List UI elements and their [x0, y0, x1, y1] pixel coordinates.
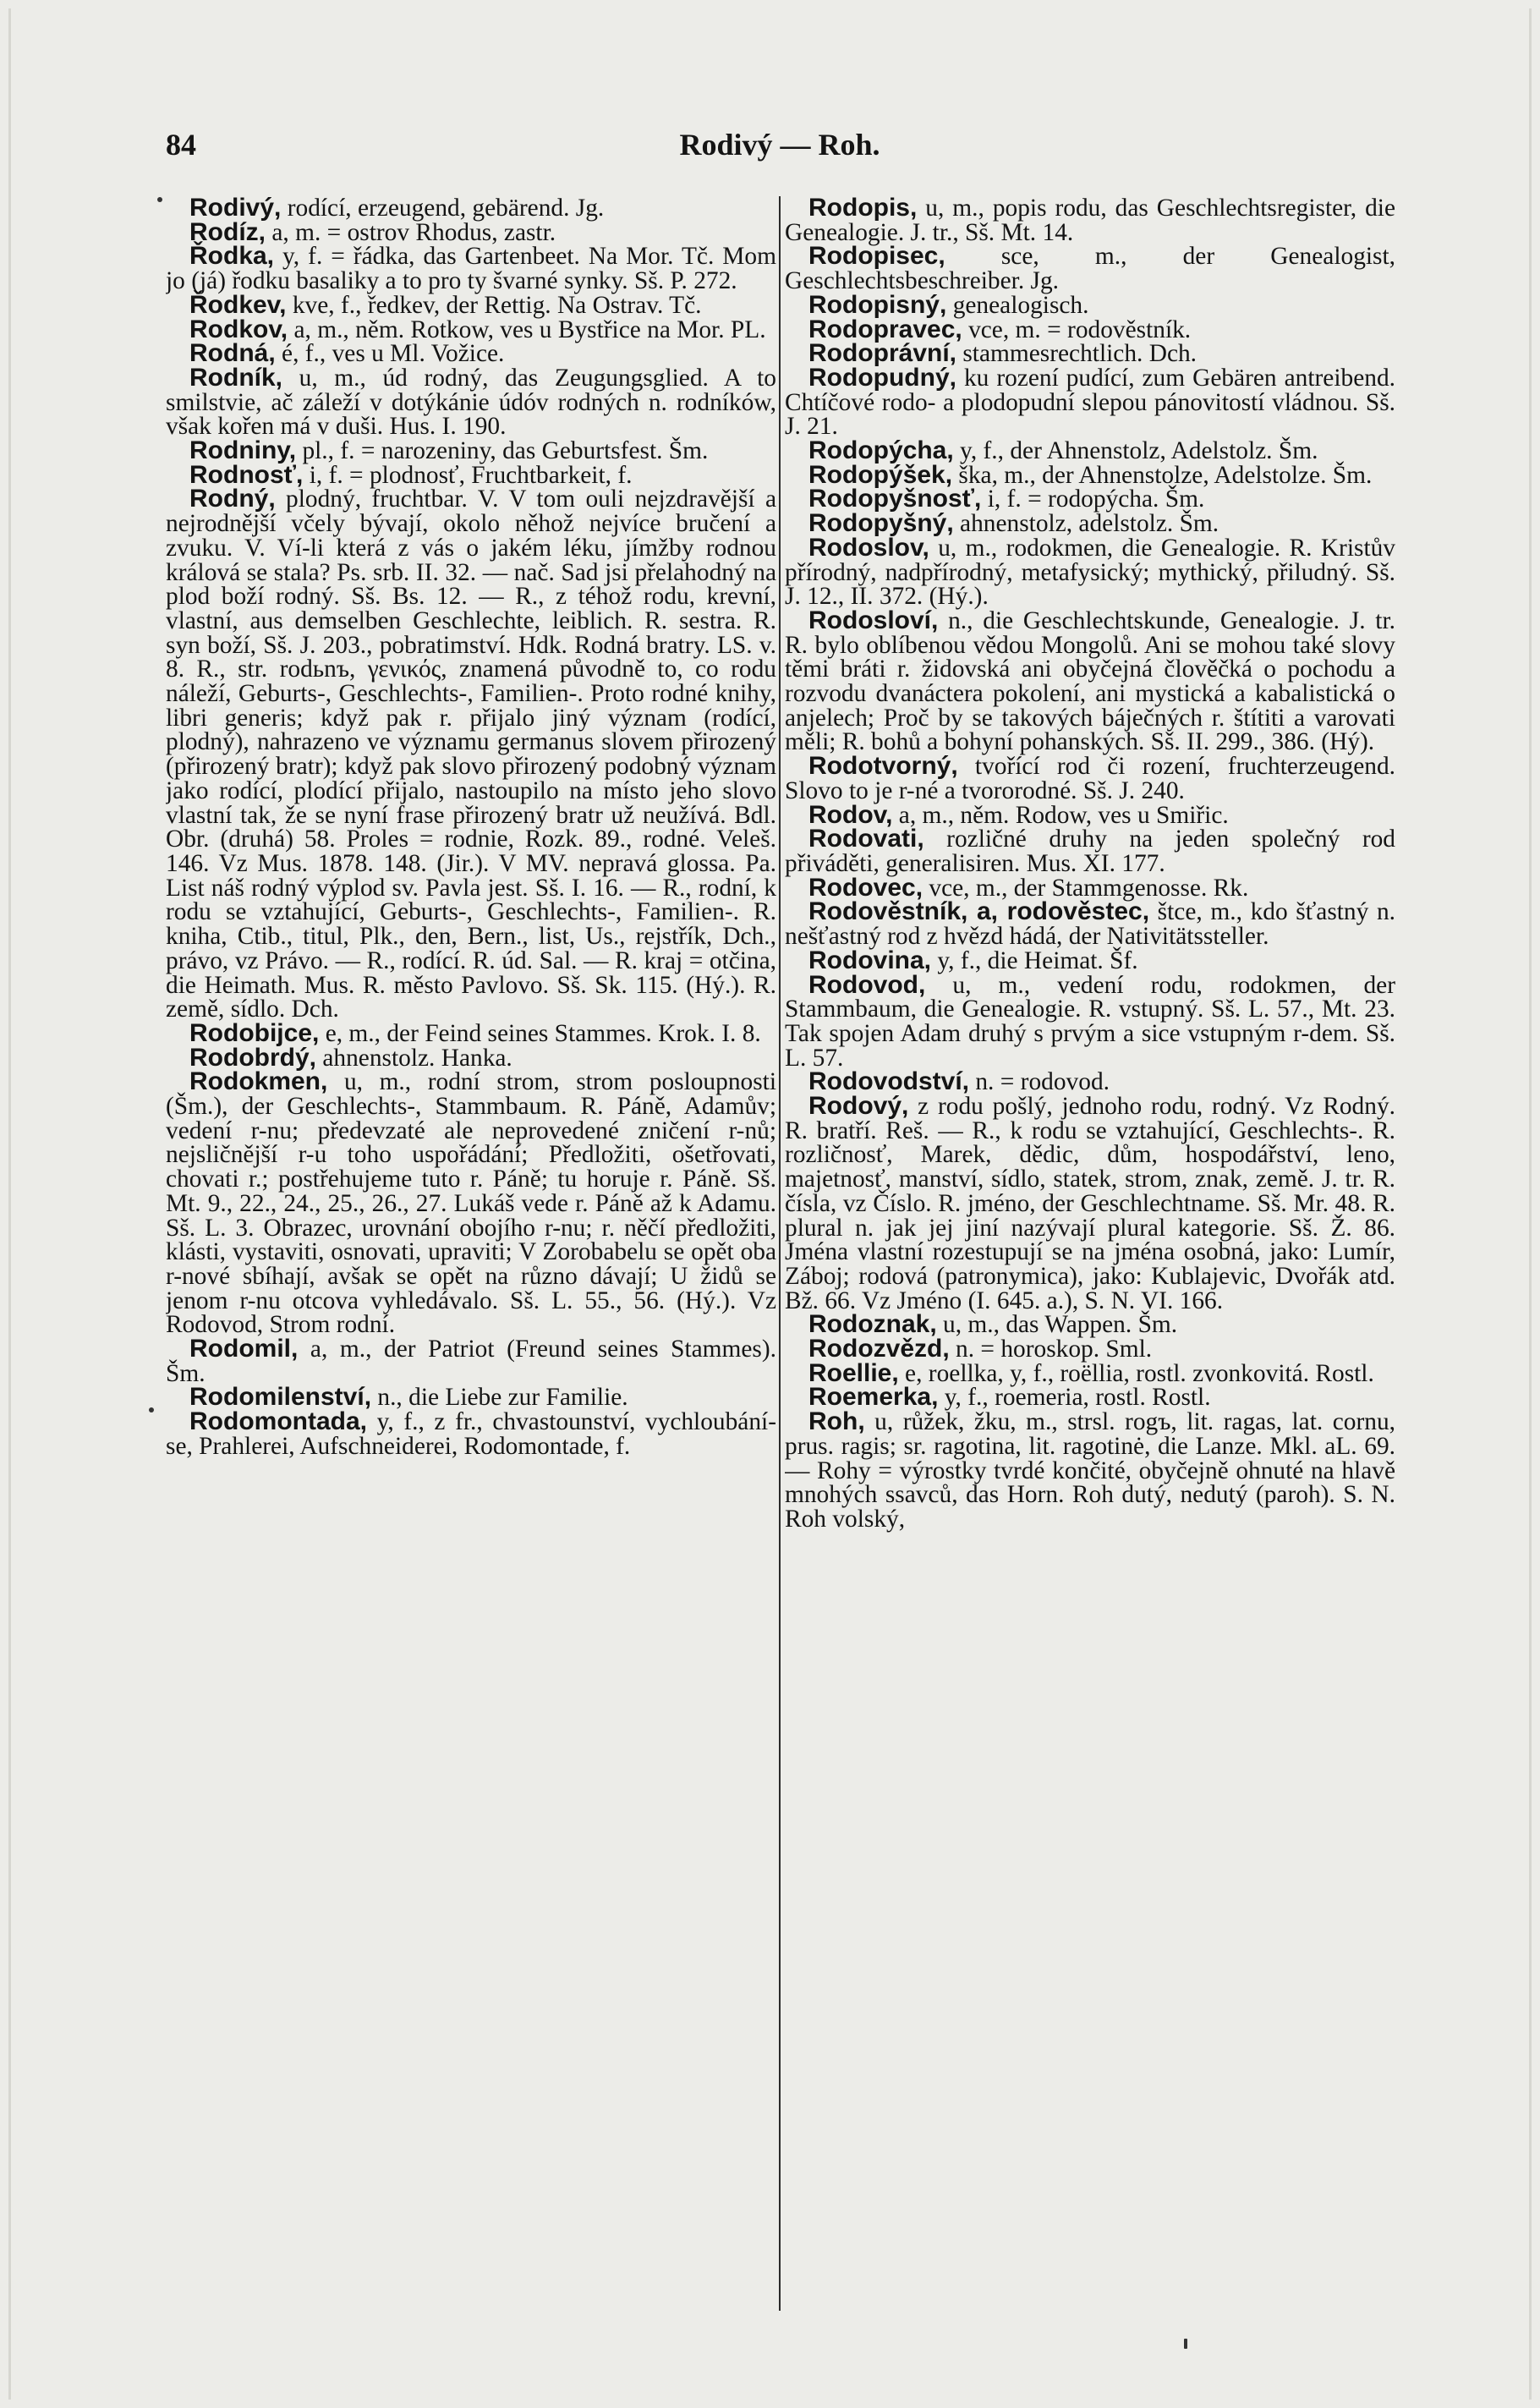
- dictionary-entry: [785, 533, 1395, 611]
- entry-definition: tvořící rod či rození, fruchterzeugend. Slovo to je r-né a tvororodné. Sš. J. 240.: [785, 753, 1395, 804]
- page-number: 84: [166, 128, 196, 162]
- dictionary-entry: [166, 196, 776, 221]
- dictionary-entry: [785, 315, 1395, 343]
- entry-definition: sce, m., der Genealogist, Geschlechtsbeschreiber. Jg.: [785, 243, 1395, 295]
- dictionary-entry: [785, 363, 1395, 441]
- entry-headword: Rodomilenství,: [189, 1383, 372, 1412]
- entry-definition: y, f., die Heimat. Šf.: [931, 946, 1138, 974]
- dictionary-entry: [166, 1018, 776, 1047]
- dictionary-entry: [785, 827, 1395, 875]
- entry-definition: kve, f., ředkev, der Rettig. Na Ostrav. Tč.: [286, 291, 702, 319]
- entry-headword: Rodovodství,: [808, 1067, 970, 1096]
- entry-headword: Rodový,: [808, 1092, 909, 1121]
- dictionary-entry: [785, 800, 1395, 829]
- dictionary-entry: [785, 606, 1395, 756]
- entry-definition: vce, m. = rodověstník.: [962, 315, 1192, 343]
- entry-definition: stammesrechtlich. Dch.: [956, 340, 1197, 368]
- entry-headword: Rodopravec,: [808, 315, 962, 343]
- entry-definition: n., die Liebe zur Familie.: [371, 1384, 628, 1412]
- entry-definition: y, f., z fr., chvastounství, vychloubání-se, Prahlerei, Aufschneiderei, Rodomontade, f.: [166, 1408, 776, 1460]
- entry-headword: Rodoznak,: [808, 1310, 937, 1339]
- entry-definition: u, m., vedení rodu, rodokmen, der Stammbaum, die Genealogie. R. vstupný. Sš. L. 57., Mt. 23. Tak spojen Adam druhý s prvým a sice vstupným r-dem. Sš. L. 57.: [785, 971, 1395, 1072]
- entry-definition: z rodu pošlý, jednoho rodu, rodný. Vz Rodný. R. bratří. Reš. — R., k rodu se vztahující, Geschlechts-. R. rozličnosť, Marek, dědic, dům, hospodářství, leno, majetnosť, manství, sídlo, statek, strom, znak, země. J. tr. R. čísla, vz Číslo. R. jméno, der Geschlechtname. Sš. Mr. 48. R. plural n. jak jej jiní nazývají plural kategorie. Sš. Ž. 86. Jména vlastní rozestupují se na jména osobná, jako: Lumír, Záboj; rodová (patronymica), jako: Kublajevic, Dvořák atd. Bž. 66. Vz Jméno (I. 645. a.), S. N. VI. 166.: [785, 1093, 1395, 1314]
- entry-headword: Rodopýcha,: [808, 436, 954, 465]
- entry-headword: Rodověstník, a, rodověstec,: [808, 897, 1150, 926]
- entry-headword: Rodomontada,: [189, 1407, 367, 1436]
- entry-headword: Rodkov,: [189, 315, 288, 343]
- entry-definition: ška, m., der Ahnenstolze, Adelstolze. Šm.: [952, 461, 1373, 489]
- entry-headword: Rodíz,: [189, 217, 266, 246]
- dictionary-entry: [166, 244, 776, 293]
- entry-headword: Rodovod,: [808, 970, 926, 999]
- right-column: [785, 196, 1395, 2370]
- dictionary-entry: [166, 487, 776, 1021]
- entry-definition: a, m., der Patriot (Freund seines Stammes). Šm.: [166, 1336, 776, 1387]
- dictionary-entry: [166, 1407, 776, 1460]
- entry-headword: Rodov,: [808, 800, 893, 829]
- dictionary-entry: [166, 1067, 776, 1339]
- entry-definition: é, f., ves u Ml. Vožice.: [275, 340, 505, 368]
- entry-headword: Rodopudný,: [808, 363, 956, 392]
- entry-definition: ahnenstolz. Hanka.: [316, 1044, 512, 1072]
- dictionary-entry: [785, 1407, 1395, 1533]
- entry-headword: Rodobijce,: [189, 1018, 320, 1047]
- entry-definition: a, m., něm. Rotkow, ves u Bystřice na Mor. PL.: [288, 315, 766, 343]
- entry-headword: Rodný,: [189, 485, 276, 513]
- dictionary-entry: [166, 315, 776, 343]
- dictionary-entry: [785, 339, 1395, 368]
- entry-headword: Rodomil,: [189, 1335, 299, 1363]
- entry-headword: Rodokmen,: [189, 1067, 328, 1096]
- dictionary-entry: [785, 1358, 1395, 1387]
- entry-headword: Rodoprávní,: [808, 339, 957, 368]
- dictionary-entry: [785, 1067, 1395, 1096]
- entry-definition: n. = horoskop. Sml.: [949, 1336, 1153, 1363]
- entry-definition: n. = rodovod.: [969, 1068, 1110, 1096]
- entry-definition: ahnenstolz, adelstolz. Šm.: [953, 510, 1219, 538]
- entry-headword: Rodobrdý,: [189, 1043, 316, 1072]
- dictionary-entry: [785, 754, 1395, 803]
- entry-headword: Rodnosť,: [189, 460, 304, 489]
- entry-definition: rodící, erzeugend, gebärend. Jg.: [281, 196, 605, 222]
- entry-definition: a, m. = ostrov Rhodus, zastr.: [266, 218, 556, 246]
- dictionary-entry: [785, 196, 1395, 244]
- entry-headword: Rodivý,: [189, 196, 282, 222]
- entry-headword: Rodopýšek,: [808, 460, 953, 489]
- dictionary-entry: [166, 436, 776, 465]
- entry-definition: u, m., úd rodný, das Zeugungsglied. A to smilstvie, ač záleží v dotýkánie údóv rodných n. rodníków, však kořen má v duši. Hus. I. 190.: [166, 364, 776, 441]
- column-divider: [779, 196, 781, 2311]
- entry-definition: u, m., rodokmen, die Genealogie. R. Kristův přírodný, nadpřírodný, metafysický; mythický, přiludný. Sš. J. 12., II. 372. (Hý.).: [785, 534, 1395, 611]
- dictionary-entry: [785, 290, 1395, 319]
- entry-headword: Roemerka,: [808, 1383, 939, 1412]
- entry-headword: Rodniny,: [189, 436, 297, 465]
- entry-headword: Rodovina,: [808, 946, 932, 974]
- entry-definition: u, růžek, žku, m., strsl. rogъ, lit. ragas, lat. cornu, prus. ragis; sr. ragotina, lit. ragotinė, die Lanze. Mkl. aL. 69. — Rohy = výrostky tvrdé končité, obyčejně ohnuté na hlavě mnohých ssavců, das Horn. Roh dutý, nedutý (paroh). S. N. Roh volský,: [785, 1408, 1395, 1533]
- entry-headword: Rodovec,: [808, 873, 923, 902]
- entry-headword: Roellie,: [808, 1358, 899, 1387]
- running-head: Rodivý — Roh.: [679, 128, 880, 162]
- dictionary-entry: [166, 290, 776, 319]
- print-speck: [1184, 2339, 1187, 2349]
- dictionary-entry: [785, 897, 1395, 951]
- entry-definition: e, m., der Feind seines Stammes. Krok. I. 8.: [319, 1019, 761, 1047]
- entry-definition: genealogisch.: [946, 291, 1089, 319]
- dictionary-entry: [166, 1385, 776, 1410]
- dictionary-entry: [785, 946, 1395, 974]
- entry-definition: y, f. = řádka, das Gartenbeet. Na Mor. Tč. Mom jo (já) řodku basaliky a to pro ty švarné synky. Sš. P. 272.: [166, 243, 776, 295]
- entry-definition: štce, m., kdo šťastný n. nešťastný rod z hvězd hádá, der Nativitätssteller.: [785, 898, 1395, 951]
- entry-headword: Rodník,: [189, 363, 282, 392]
- entry-headword: Rodopyšnosť,: [808, 485, 982, 513]
- dictionary-entry: [785, 1094, 1395, 1313]
- dictionary-entry: [785, 970, 1395, 1072]
- entry-definition: u, m., das Wappen. Šm.: [936, 1311, 1178, 1339]
- entry-headword: Rodozvězd,: [808, 1335, 950, 1363]
- entry-definition: u, m., rodní strom, strom posloupnosti (Šm.), der Geschlechts-, Stammbaum. R. Páně, Adamův; vedení r-nu; předevzaté ale neprovedené zničení r-nů; nejsličnější r-u toho uspořádání; Předložiti, ošetřovati, chovati r.; postřehujeme tuto r. Páně; tu horuje r. Páně. Sš. Mt. 9., 22., 24., 25., 26., 27. Lukáš vede r. Páně až k Adamu. Sš. L. 3. Obrazec, urovnání obojího r-nu; r. něčí předložiti, klásti, vystaviti, osnovati, upraviti; V Zorobabelu se opět oba r-nové sbíhají, avšak se opět na různo dávají; U židů se jenom r-nu otcova vyhledávalo. Sš. L. 55., 56. (Hý.). Vz Rodovod, Strom rodní.: [166, 1068, 776, 1339]
- print-speck: [157, 197, 162, 202]
- dictionary-entry: [166, 339, 776, 368]
- entry-definition: i, f. = rodopýcha. Šm.: [981, 485, 1205, 513]
- print-speck: [149, 1407, 154, 1412]
- entry-headword: Rodotvorný,: [808, 752, 958, 781]
- entry-headword: Řodka,: [189, 242, 275, 271]
- entry-definition: n., die Geschlechtskunde, Genealogie. J. tr. R. bylo oblíbenou vědou Mongolů. Ani se mohou také slovy těmi bráti r. židovská ani obyčejná člověčká o pochodu a rozvodu dvanáctera pokolení, ani mystická a kabalistická o anjelech; Proč by se takových báječných r. štítiti a varovati měli; R. bohů a bohyní pohanských. Sš. II. 299., 386. (Hý).: [785, 606, 1395, 756]
- entry-headword: Rodoslov,: [808, 533, 929, 562]
- left-column: [166, 196, 776, 2370]
- dictionary-entry: [166, 1043, 776, 1072]
- dictionary-entry: [166, 363, 776, 441]
- entry-headword: Rodosloví,: [808, 606, 939, 634]
- entry-definition: plodný, fruchtbar. V. V tom ouli nejzdravější a nejrodnější včely bývají, okolo něhož nejvíce bručení a zvuku. V. Ví-li která z vás o jakém léku, jímžby rodnou králová se stala? Ps. srb. II. 32. — nač. Sad jsi přelahodný na plod boží rodný. Sš. Bs. 12. — R., z téhož rodu, krevní, vlastní, aus demselben Geschlechte, leiblich. R. sestra. R. syn boží, Sš. J. 203., pobratimství. Hdk. Rodná bratry. LS. v. 8. R., str. rodьnъ, γενικός, znamená původně to, co rodu náleží, Geburts-, Geschlechts-, Familien-. Proto rodné knihy, libri generis; když pak r. přijalo jiný význam (rodící, plodný), nahrazeno ve významu germanus slovem přirozený (přirozený bratr); když pak slovo přirozený podobný význam jako rodící, plodící přijalo, nastoupilo na místo jeho slovo vlastní tak, že se nyní frase přirozený bratr už neužívá. Bdl. Obr. (druhá) 58. Proles = rodnie, Rozk. 89., rodné. Veleš. 146. Vz Mus. 1878. 148. (Jir.). V MV. nepravá glossa. Pa. List náš rodný výplod sv. Pavla jest. Sš. I. 16. — R., rodní, k rodu se vztahující, Geburts-, Geschlechts-, Familien-. R. kniha, Ctib., titul, Plk., den, Bern., list, Us., rejstřík, Dch., právo, vz Právo. — R., rodící. R. úd. Sal. — R. kraj = otčina, die Heimath. Mus. R. město Pavlovo. Sš. Sk. 115. (Hý.). R. země, sídlo. Dch.: [166, 485, 776, 1023]
- entry-definition: i, f. = plodnosť, Fruchtbarkeit, f.: [303, 461, 633, 489]
- dictionary-entry: [785, 487, 1395, 512]
- dictionary-entry: [785, 509, 1395, 538]
- dictionary-entry: [785, 1337, 1395, 1362]
- dictionary-entry: [785, 436, 1395, 465]
- dictionary-entry: [785, 460, 1395, 489]
- dictionary-entry: [166, 1337, 776, 1385]
- entry-headword: Řodkev,: [189, 290, 287, 319]
- entry-definition: u, m., popis rodu, das Geschlechtsregister, die Genealogie. J. tr., Sš. Mt. 14.: [785, 196, 1395, 246]
- dictionary-entry: [785, 1310, 1395, 1339]
- entry-headword: Rodopisec,: [808, 242, 945, 271]
- entry-headword: Rodná,: [189, 339, 276, 368]
- page-header: [166, 127, 1394, 169]
- dictionary-entry: [785, 873, 1395, 902]
- dictionary-entry: [785, 244, 1395, 293]
- entry-headword: Roh,: [808, 1407, 865, 1436]
- entry-definition: y, f., der Ahnenstolz, Adelstolz. Šm.: [953, 437, 1318, 465]
- entry-headword: Rodovati,: [808, 825, 924, 853]
- entry-definition: y, f., roemeria, rostl. Rostl.: [938, 1384, 1211, 1412]
- entry-definition: rozličné druhy na jeden společný rod přiváděti, generalisiren. Mus. XI. 177.: [785, 826, 1395, 877]
- entry-headword: Rodopis,: [808, 196, 918, 222]
- entry-definition: pl., f. = narozeniny, das Geburtsfest. Šm.: [296, 437, 709, 465]
- dictionary-entry: [166, 460, 776, 489]
- entry-headword: Rodopyšný,: [808, 509, 954, 538]
- dictionary-entry: [785, 1385, 1395, 1410]
- entry-definition: a, m., něm. Rodow, ves u Smiřic.: [892, 801, 1229, 829]
- entry-headword: Rodopisný,: [808, 290, 947, 319]
- entry-definition: vce, m., der Stammgenosse. Rk.: [923, 874, 1249, 902]
- entry-definition: e, roellka, y, f., roëllia, rostl. zvonkovitá. Rostl.: [898, 1359, 1374, 1387]
- entry-definition: ku rození pudící, zum Gebären antreibend. Chtíčové rodo- a plodopudní slepou pánovitostí vládnou. Sš. J. 21.: [785, 364, 1395, 441]
